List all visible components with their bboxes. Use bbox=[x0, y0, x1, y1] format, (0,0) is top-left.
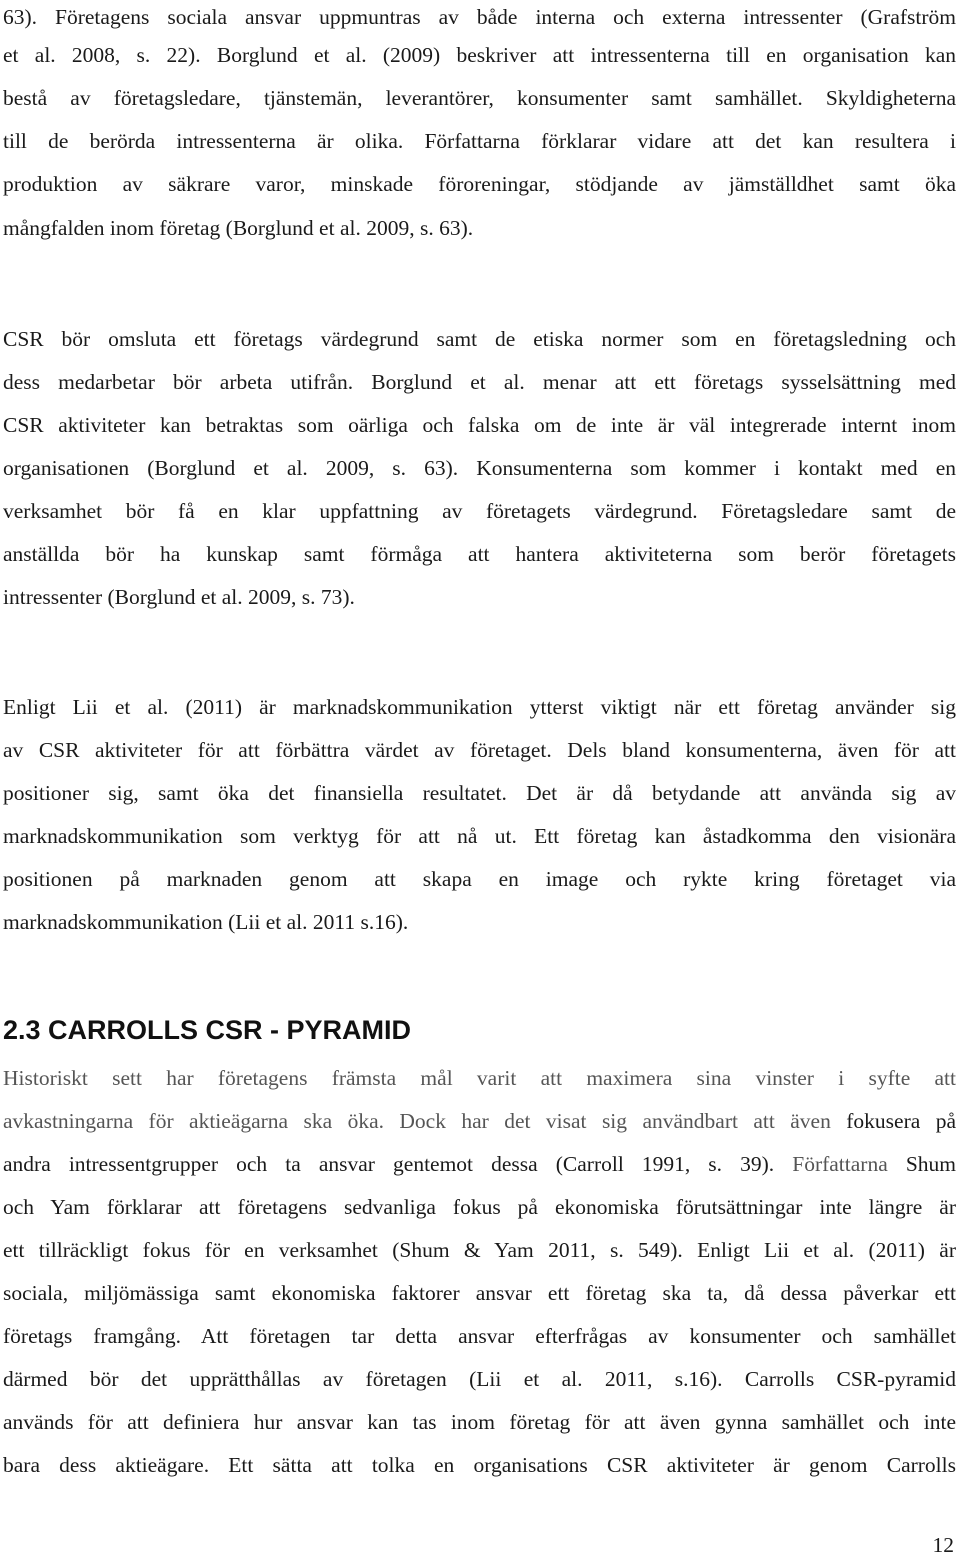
text-line: produktion av säkrare varor, minskade föroreningar, stödjande av jämställdhet samt öka bbox=[3, 172, 956, 196]
text-line: Enligt Lii et al. (2011) är marknadskommunikation ytterst viktigt när ett företag använder sig bbox=[3, 695, 956, 719]
text-line: CSR bör omsluta ett företags värdegrund samt de etiska normer som en företagsledning och bbox=[3, 327, 956, 351]
text-line: ett tillräckligt fokus för en verksamhet (Shum & Yam 2011, s. 549). Enligt Lii et al. (2011) är bbox=[3, 1238, 956, 1262]
text-line: bestå av företagsledare, tjänstemän, leverantörer, konsumenter samt samhället. Skyldigheterna bbox=[3, 86, 956, 110]
text-line: organisationen (Borglund et al. 2009, s. 63). Konsumenterna som kommer i kontakt med en bbox=[3, 456, 956, 480]
text-line-mixed bbox=[3, 1106, 956, 1136]
text-span: Shum bbox=[905, 1152, 957, 1176]
page-number: 12 bbox=[932, 1533, 954, 1557]
text-line-mixed bbox=[3, 1149, 956, 1179]
text-line: bara dess aktieägare. Ett sätta att tolka en organisations CSR aktiviteter är genom Carrolls bbox=[3, 1453, 956, 1477]
text-line: därmed bör det upprätthållas av företagen (Lii et al. 2011, s.16). Carrolls CSR-pyramid bbox=[3, 1367, 956, 1391]
text-line: positionen på marknaden genom att skapa en image och rykte kring företaget via bbox=[3, 867, 956, 891]
text-line: positioner sig, samt öka det finansiella resultatet. Det är då betydande att använda sig av bbox=[3, 781, 956, 805]
text-span-gray: Författarna bbox=[792, 1152, 906, 1176]
text-line: 63). Företagens sociala ansvar uppmuntras av både interna och externa intressenter (Grafström bbox=[3, 5, 956, 29]
text-line: av CSR aktiviteter för att förbättra värdet av företaget. Dels bland konsumenterna, även för att bbox=[3, 738, 956, 762]
section-heading: 2.3 CARROLLS CSR - PYRAMID bbox=[3, 1015, 412, 1045]
text-span: andra intressentgrupper och ta ansvar gentemot dessa (Carroll 1991, s. 39). bbox=[3, 1152, 793, 1176]
text-line: företags framgång. Att företagen tar detta ansvar efterfrågas av konsumenter och samhället bbox=[3, 1324, 956, 1348]
text-line: mångfalden inom företag (Borglund et al. 2009, s. 63). bbox=[3, 216, 474, 240]
text-line: dess medarbetar bör arbeta utifrån. Borglund et al. menar att ett företags sysselsättning med bbox=[3, 370, 956, 394]
text-span-gray: avkastningarna för aktieägarna ska öka. Dock har det visat sig användbart att även bbox=[3, 1109, 847, 1133]
text-line: et al. 2008, s. 22). Borglund et al. (2009) beskriver att intressenterna till en organisation kan bbox=[3, 43, 956, 67]
text-line: till de berörda intressenterna är olika. Författarna förklarar vidare att det kan resultera i bbox=[3, 129, 956, 153]
text-span: fokusera på bbox=[846, 1109, 956, 1133]
text-line: Historiskt sett har företagens främsta mål varit att maximera sina vinster i syfte att bbox=[3, 1066, 956, 1090]
text-line: anställda bör ha kunskap samt förmåga att hantera aktiviteterna som berör företagets bbox=[3, 542, 956, 566]
text-line: verksamhet bör få en klar uppfattning av företagets värdegrund. Företagsledare samt de bbox=[3, 499, 956, 523]
text-line: intressenter (Borglund et al. 2009, s. 73). bbox=[3, 585, 355, 609]
text-line: marknadskommunikation som verktyg för att nå ut. Ett företag kan åstadkomma den visionära bbox=[3, 824, 956, 848]
text-line: sociala, miljömässiga samt ekonomiska faktorer ansvar ett företag ska ta, då dessa påverkar ett bbox=[3, 1281, 956, 1305]
text-line: marknadskommunikation (Lii et al. 2011 s.16). bbox=[3, 910, 409, 934]
text-line: används för att definiera hur ansvar kan tas inom företag för att även gynna samhället och inte bbox=[3, 1410, 956, 1434]
text-line: CSR aktiviteter kan betraktas som oärliga och falska om de inte är väl integrerade internt inom bbox=[3, 413, 956, 437]
text-line: och Yam förklarar att företagens sedvanliga fokus på ekonomiska förutsättningar inte längre är bbox=[3, 1195, 956, 1219]
